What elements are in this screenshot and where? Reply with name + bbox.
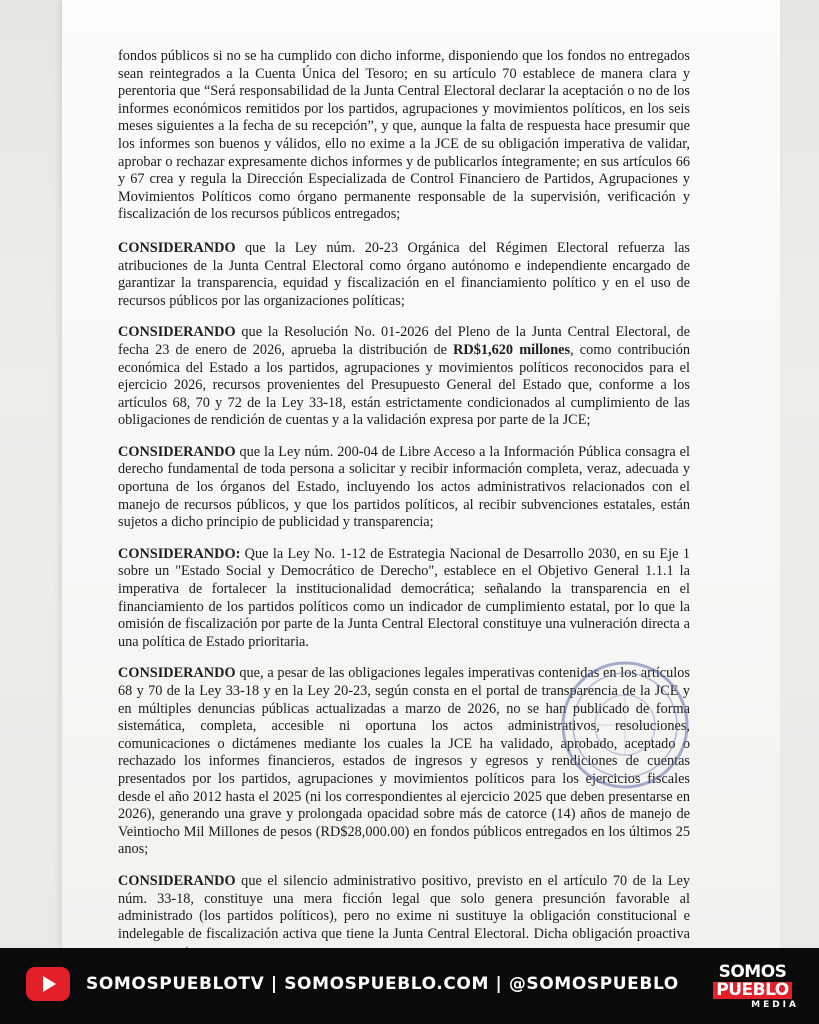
considerando-label: CONSIDERANDO [118,872,236,889]
paragraph-text: que la Resolución No. 01-2026 del Pleno de la Junta Central Electoral, de fecha 23 de enero de 2026, aprueba la distribución de [118,324,690,358]
paragraph-text: , como contribución económica del Estado a los partidos, agrupaciones y movimientos políticos reconocidos para el ejercicio 2026, recursos provenientes del Presupuesto General del Estado que, conforme a los artículos 68, 70 y 72 de la Ley 33-18, están estrictamente condicionados al cumplimiento de las obligaciones de rendición de cuentas y a la validación expresa por parte de la JCE; [118,341,690,429]
paragraph-continuation [118,48,690,224]
paragraph-text: que la Ley núm. 200-04 de Libre Acceso a la Información Pública consagra el derecho fundamental de toda persona a solicitar y recibir información completa, veraz, adecuada y oportuna de los órganos del Estado, incluyendo los actos administrativos relacionados con el manejo de recursos públicos, y que los partidos políticos, al recibir subvenciones estatales, están sujetos a dicho principio de publicidad y transparencia; [118,443,690,531]
amount-highlight: RD$1,620 millones [453,341,571,358]
paragraph-considerando [118,444,690,532]
paragraph-text: fondos públicos si no se ha cumplido con dicho informe, disponiendo que los fondos no entregados sean reintegrados a la Cuenta Única del Tesoro; en su artículo 70 establece de manera clara y perentoria que “Será responsabilidad de la Junta Central Electoral declarar la aceptación o no de los informes económicos remitidos por los partidos, agrupaciones y movimientos políticos, en los seis meses siguientes a la fecha de su recepción”, y que, aunque la falta de respuesta hace presumir que los informes son buenos y válidos, ello no exime a la JCE de su obligación imperativa de validar, aprobar o rechazar expresamente dichos informes y de publicarlos íntegramente; en sus artículos 66 y 67 crea y regula la Dirección Especializada de Control Financiero de Partidos, Agrupaciones y Movimientos Políticos como órgano permanente responsable de la supervisión, verificación y fiscalización de los recursos públicos entregados; [118,48,690,223]
considerando-label: CONSIDERANDO [118,324,236,341]
logo-line-somos: SOMOS [718,962,787,982]
somos-pueblo-logo [700,964,805,1012]
logo-line-media: MEDIA [751,1000,799,1010]
logo-line-pueblo: PUEBLO [713,982,792,999]
paragraph-text: Que la Ley No. 1-12 de Estrategia Nacional de Desarrollo 2030, en su Eje 1 sobre un "Estado Social y Democrático de Derecho", establece en el Objetivo General 1.1.1 la imperativa de fortalecer la institucionalidad democrática; señalando la transparencia en el financiamiento de los partidos políticos como un indicador de cumplimiento estatal, por lo que la omisión de fiscalización por parte de la Junta Central Electoral constituye una vulneración directa a una política de Estado prioritaria. [118,545,690,650]
footer-banner [0,948,819,1024]
youtube-play-icon[interactable] [26,967,70,1001]
document-body [118,48,690,975]
considerando-label: CONSIDERANDO [118,443,236,460]
considerando-label: CONSIDERANDO [118,239,236,256]
paragraph-text: que la Ley núm. 20-23 Orgánica del Régimen Electoral refuerza las atribuciones de la Junta Central Electoral como órgano autónomo e independiente encargado de garantizar la transparencia, equidad y fiscalización en el financiamiento político y en el uso de recursos públicos por las organizaciones políticas; [118,239,690,309]
paragraph-text: que, a pesar de las obligaciones legales imperativas contenidas en los artículos 68 y 70 de la Ley 33-18 y en la Ley 20-23, según consta en el portal de transparencia de la JCE y en múltiples denuncias públicas actualizadas a marzo de 2026, no se han publicado de forma sistemática, completa, accesible ni oportuna los actos administrativos, resoluciones, comunicaciones o dictámenes mediante los cuales la JCE ha validado, aprobado, aceptado o rechazado los informes financieros, estados de ingresos y egresos y rendiciones de cuentas presentados por los partidos, agrupaciones y movimientos políticos para los ejercicios fiscales desde el año 2012 hasta el 2025 (ni los correspondientes al ejercicio 2025 que deben presentarse en 2026), generando una grave y prolongada opacidad sobre más de catorce (14) años de manejo de Veintiocho Mil Millones de pesos (RD$28,000.00) en fondos públicos entregados en los últimos 25 anos; [118,665,690,858]
paragraph-considerando [118,240,690,310]
paragraph-text: que el silencio administrativo positivo, previsto en el artículo 70 de la Ley núm. 33-18, constituye una mera ficción legal que solo genera presunción favorable al administrado (los partidos políticos), pero no exime ni sustituye la obligación constitucional e indelegable de fiscalización activa que tiene la Junta Central Electoral. Dicha obligación proactiva [118,872,690,942]
paragraph-considerando [118,665,690,859]
considerando-label: CONSIDERANDO [118,665,236,682]
paragraph-considerando [118,324,690,430]
paragraph-considerando [118,546,690,652]
footer-handles: SOMOSPUEBLOTV | SOMOSPUEBLO.COM | @SOMOSPUEBLO [86,974,679,994]
considerando-label: CONSIDERANDO: [118,545,241,562]
